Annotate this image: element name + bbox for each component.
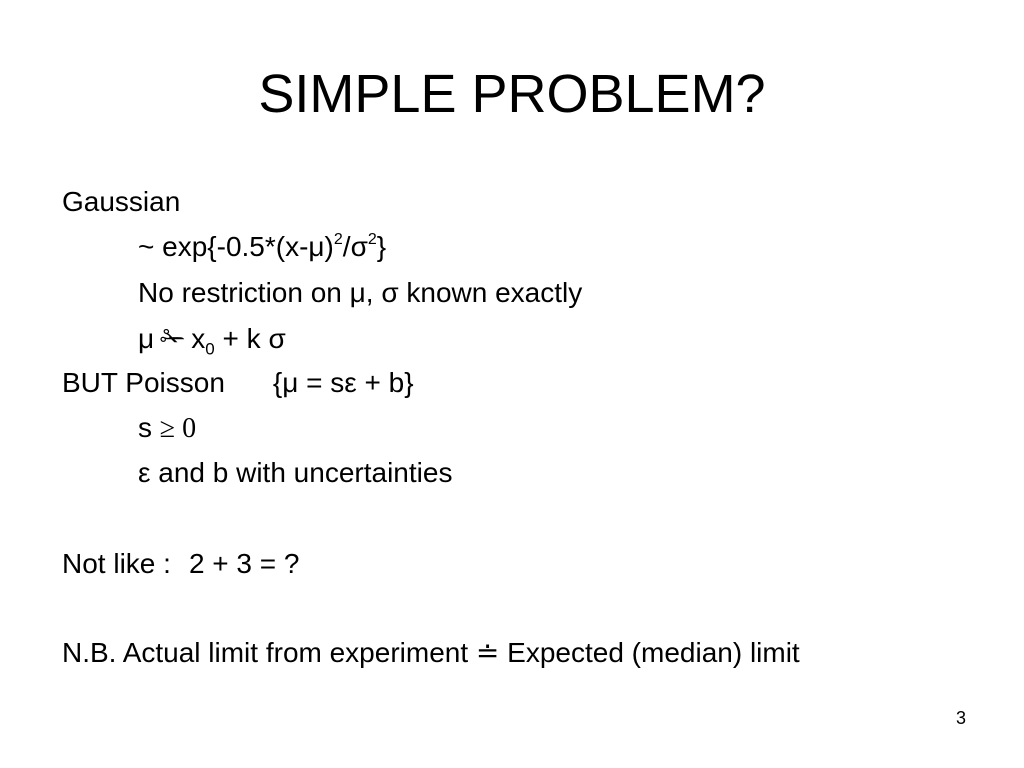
no-restriction-line (138, 276, 582, 310)
x-subscript: 0 (205, 339, 215, 359)
s-condition: ≥ 0 (159, 413, 197, 444)
formula-exponent-2: 2 (367, 230, 377, 248)
no-restriction-text: No restriction on μ, σ known exactly (138, 277, 583, 308)
poisson-line (62, 366, 414, 400)
approx-equal-symbol: ≐ (475, 637, 500, 668)
formula-suffix: } (376, 231, 387, 262)
uncertainties-text: ε and b with uncertainties (138, 457, 453, 488)
mu-estimate-rest: + k σ (222, 323, 286, 354)
nb-prefix: N.B. Actual limit from experiment (62, 637, 469, 668)
slide-title: SIMPLE PROBLEM? (258, 64, 766, 124)
but-poisson-label: BUT Poisson (62, 367, 225, 398)
formula-mid: /σ (342, 231, 368, 262)
gaussian-label: Gaussian (62, 186, 181, 217)
nb-suffix: Expected (median) limit (507, 637, 800, 668)
not-like-label: Not like : (62, 548, 171, 579)
scissors-symbol-icon: ✁ (160, 321, 186, 356)
not-like-expression: 2 + 3 = ? (188, 548, 300, 579)
formula-prefix: ~ exp{-0.5*(x-μ) (138, 231, 334, 262)
mu-estimate-line (138, 321, 286, 359)
mu-symbol: μ (138, 323, 155, 354)
x-symbol: x (191, 323, 206, 354)
s-condition-line (138, 411, 196, 446)
s-label: s (138, 412, 152, 443)
uncertainties-line (138, 456, 452, 490)
formula-exponent-1: 2 (333, 230, 343, 248)
page-number: 3 (955, 708, 966, 728)
gaussian-formula (138, 230, 386, 264)
not-like-line (62, 547, 299, 581)
nb-line (62, 636, 800, 670)
gaussian-heading (62, 185, 180, 219)
poisson-formula: {μ = sε + b} (272, 367, 414, 398)
